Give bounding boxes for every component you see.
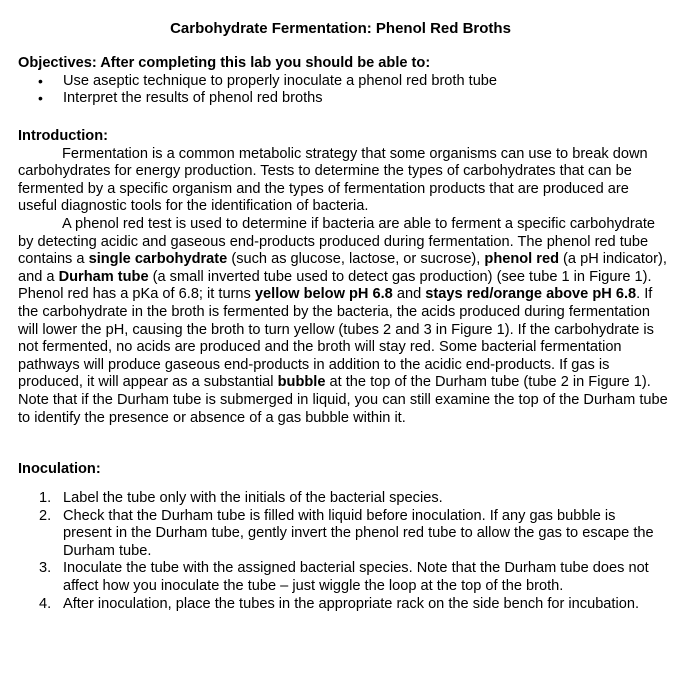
introduction-heading: Introduction: — [18, 128, 108, 144]
page-title: Carbohydrate Fermentation: Phenol Red Broths — [170, 20, 511, 37]
inoculation-section — [18, 461, 668, 479]
step-text: Label the tube only with the initials of the bacterial species. — [63, 490, 443, 506]
inoculation-steps — [18, 490, 668, 613]
list-item — [18, 490, 668, 508]
intro-paragraph-1: Fermentation is a common metabolic strategy that some organisms can use to break down carbohydrates for energy production. Tests to determine the types of carbohydrates that can be fermented by a specific organism and the types of fermentation products that are produced are useful diagnostic tools for the identification of bacteria. — [18, 145, 648, 215]
bold-term: single carbohydrate — [88, 251, 228, 268]
step-number: 2. — [39, 507, 52, 524]
text-run: and — [392, 286, 426, 303]
bold-term: bubble — [277, 374, 326, 391]
text-run: (such as glucose, lactose, or sucrose), — [227, 251, 485, 268]
objectives-heading: Objectives: After completing this lab you should be able to: — [18, 55, 431, 71]
step-text: After inoculation, place the tubes in the appropriate rack on the side bench for incubation. — [63, 595, 640, 612]
bold-term: phenol red — [484, 251, 559, 268]
list-item — [18, 560, 668, 595]
intro-paragraph-2 — [18, 216, 668, 427]
list-item — [18, 596, 668, 614]
inoculation-heading: Inoculation: — [18, 461, 101, 477]
objective-text: Use aseptic technique to properly inoculate a phenol red broth tube — [63, 72, 498, 89]
bullet-icon: • — [38, 90, 43, 107]
text-run: (a pH indicator), and a — [18, 251, 667, 285]
step-number: 3. — [39, 560, 52, 577]
introduction-section — [18, 128, 668, 427]
text-run: . If the carbohydrate in the broth is fermented by the bacteria, the acids produced during fermentation will lower the pH, causing the broth to turn yellow (tubes 2 and 3 in Figure 1). If the carbohydrate is not fermented, no acids are produced and the broth will stay red. Some bacterial fermentation pathways will produce gaseous end-products in addition to the acidic end-products. If gas is produced, it will appear as a substantial — [18, 286, 654, 391]
bold-term: Durham tube — [58, 268, 149, 285]
text-run: A phenol red test is used to determine if bacteria are able to ferment a specific carbohydrate by detecting acidic and gaseous end-products produced during fermentation. The phenol red tube contains a — [18, 215, 655, 268]
step-text: Check that the Durham tube is filled with liquid before inoculation. If any gas bubble is present in the Durham tube, gently invert the phenol red tube to allow the gas to escape the Durham tube. — [63, 507, 654, 559]
text-run: (a small inverted tube used to detect gas production) (see tube 1 in Figure 1). Phenol red has a pKa of 6.8; it turns — [18, 268, 652, 303]
text-run: at the top of the Durham tube (tube 2 in Figure 1). Note that if the Durham tube is submerged in liquid, you can still examine the top of the Durham tube to identify the presence or absence of a gas bubble within it. — [18, 374, 668, 426]
list-item — [18, 508, 668, 561]
objective-text: Interpret the results of phenol red broths — [63, 90, 323, 107]
bold-term: stays red/orange above pH 6.8 — [425, 286, 637, 303]
list-item — [18, 90, 668, 108]
step-number: 1. — [39, 490, 52, 506]
bold-term: yellow below pH 6.8 — [254, 286, 393, 303]
bullet-icon: • — [38, 72, 43, 89]
step-text: Inoculate the tube with the assigned bacterial species. Note that the Durham tube does not affect how you inoculate the tube – just wiggle the loop at the top of the broth. — [63, 560, 649, 594]
objectives-section — [18, 55, 668, 108]
list-item — [18, 73, 668, 91]
step-number: 4. — [39, 595, 52, 612]
